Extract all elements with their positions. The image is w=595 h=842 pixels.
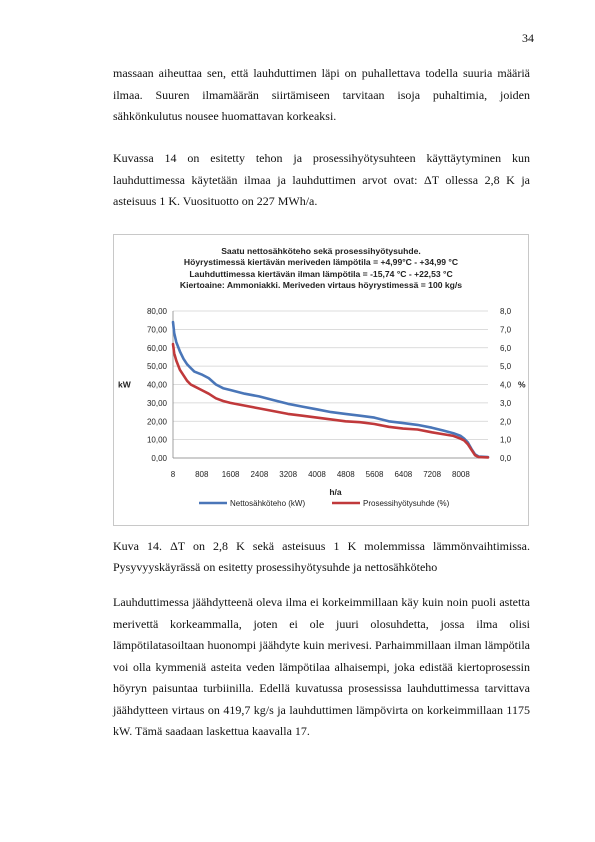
paragraph-1: massaan aiheuttaa sen, että lauhduttimen läpi on puhallettava todella suuria määriä ilmaa. Suuren ilmamäärän siirtämiseen tarvitaan isoja puhaltimia, joiden sähkönkulutus nousee huomattavan korkeaksi.: [113, 66, 530, 123]
figure-caption: Kuva 14. ΔT on 2,8 K sekä asteisuus 1 K molemmissa lämmönvaihtimissa. Pysyvyyskäyrässä on esitetty prosessihyötysuhde ja nettosähköteho: [113, 539, 530, 574]
x-tick: 7208: [423, 470, 442, 479]
page-number: 34: [522, 31, 534, 45]
y-tick-left: 30,00: [146, 398, 167, 408]
chart-title-line-2: Höyrystimessä kiertävän meriveden lämpötila = +4,99°C - +34,99 °C: [183, 257, 459, 268]
y-tick-right: 6,0: [500, 343, 512, 353]
y-tick-right: 8,0: [500, 307, 512, 316]
x-tick: 6408: [394, 470, 413, 479]
y-tick-right: 1,0: [500, 435, 512, 445]
y-tick-right: 3,0: [500, 398, 512, 408]
y-tick-right: 7,0: [500, 325, 512, 335]
x-tick: 8008: [452, 470, 470, 479]
x-tick: 4008: [308, 470, 326, 479]
y-tick-right: 4,0: [500, 380, 512, 390]
y-tick-left: 0,00: [151, 454, 167, 463]
x-tick: 8: [170, 470, 176, 479]
y-tick-left: 10,00: [146, 435, 167, 445]
y-tick-left: 20,00: [146, 417, 167, 427]
x-tick: 1608: [221, 470, 240, 479]
x-tick: 3208: [279, 470, 298, 479]
y-axis-title-left: kW: [118, 379, 131, 390]
y-tick-left: 80,00: [146, 307, 167, 316]
y-tick-right: 0,0: [500, 454, 512, 463]
chart-title-line-4: Kiertoaine: Ammoniakki. Meriveden virtaus höyrystimessä = 100 kg/s: [179, 280, 463, 291]
figure-14-chart: [113, 234, 529, 526]
legend-label: Nettosähköteho (kW): [230, 499, 306, 508]
y-tick-left: 40,00: [146, 380, 167, 390]
x-tick: 4808: [336, 470, 355, 479]
x-tick: 808: [195, 470, 209, 479]
x-axis-title: h/a: [329, 487, 342, 497]
chart-title-line-1: Saatu nettosähköteho sekä prosessihyötysuhde.: [221, 246, 421, 256]
y-tick-left: 70,00: [146, 325, 167, 335]
series-line-nettosahkoteho: [173, 322, 488, 457]
chart-plot: [114, 235, 530, 527]
paragraph-3: Lauhduttimessa jäähdytteenä oleva ilma ei korkeimmillaan käy kuin noin puoli astetta merivettä korkeammalla, joten ei ole juuri olosuhdetta, jossa ilma olisi lämpötilatasoiltaan huonompi jäähdyte kuin merivesi. Parhaimmillaan ilman lämpötila voi olla kymmeniä asteita veden lämpötilaa alhaisempi, joka edistää kiertoprosessin höyryn paisuntaa turbiinilla. Edellä kuvatussa prosessissa lauhduttimessa tarvittava jäähdytteen virtaus on 419,7 kg/s ja lauhduttimen lämpövirta on korkeimmillaan 1175 kW. Tämä saadaan laskettua kaavalla 17.: [113, 595, 530, 738]
y-tick-left: 60,00: [146, 343, 167, 353]
y-tick-left: 50,00: [146, 362, 167, 372]
y-tick-right: 2,0: [500, 417, 512, 427]
x-tick: 5608: [365, 470, 384, 479]
paragraph-2: Kuvassa 14 on esitetty tehon ja prosessihyötysuhteen käyttäytyminen kun lauhduttimessa käytetään ilmaa ja lauhduttimen arvot ovat: ΔT ollessa 2,8 K ja asteisuus 1 K. Vuosituotto on 227 MWh/a.: [113, 151, 530, 208]
chart-title-line-3: Lauhduttimessa kiertävän ilman lämpötila = -15,74 °C - +22,53 °C: [189, 268, 453, 279]
legend-label: Prosessihyötysuhde (%): [363, 499, 450, 508]
y-tick-right: 5,0: [500, 362, 512, 372]
y-axis-title-right: %: [518, 379, 526, 390]
x-tick: 2408: [250, 470, 269, 479]
series-line-prosessihyotysuhde: [173, 344, 488, 457]
